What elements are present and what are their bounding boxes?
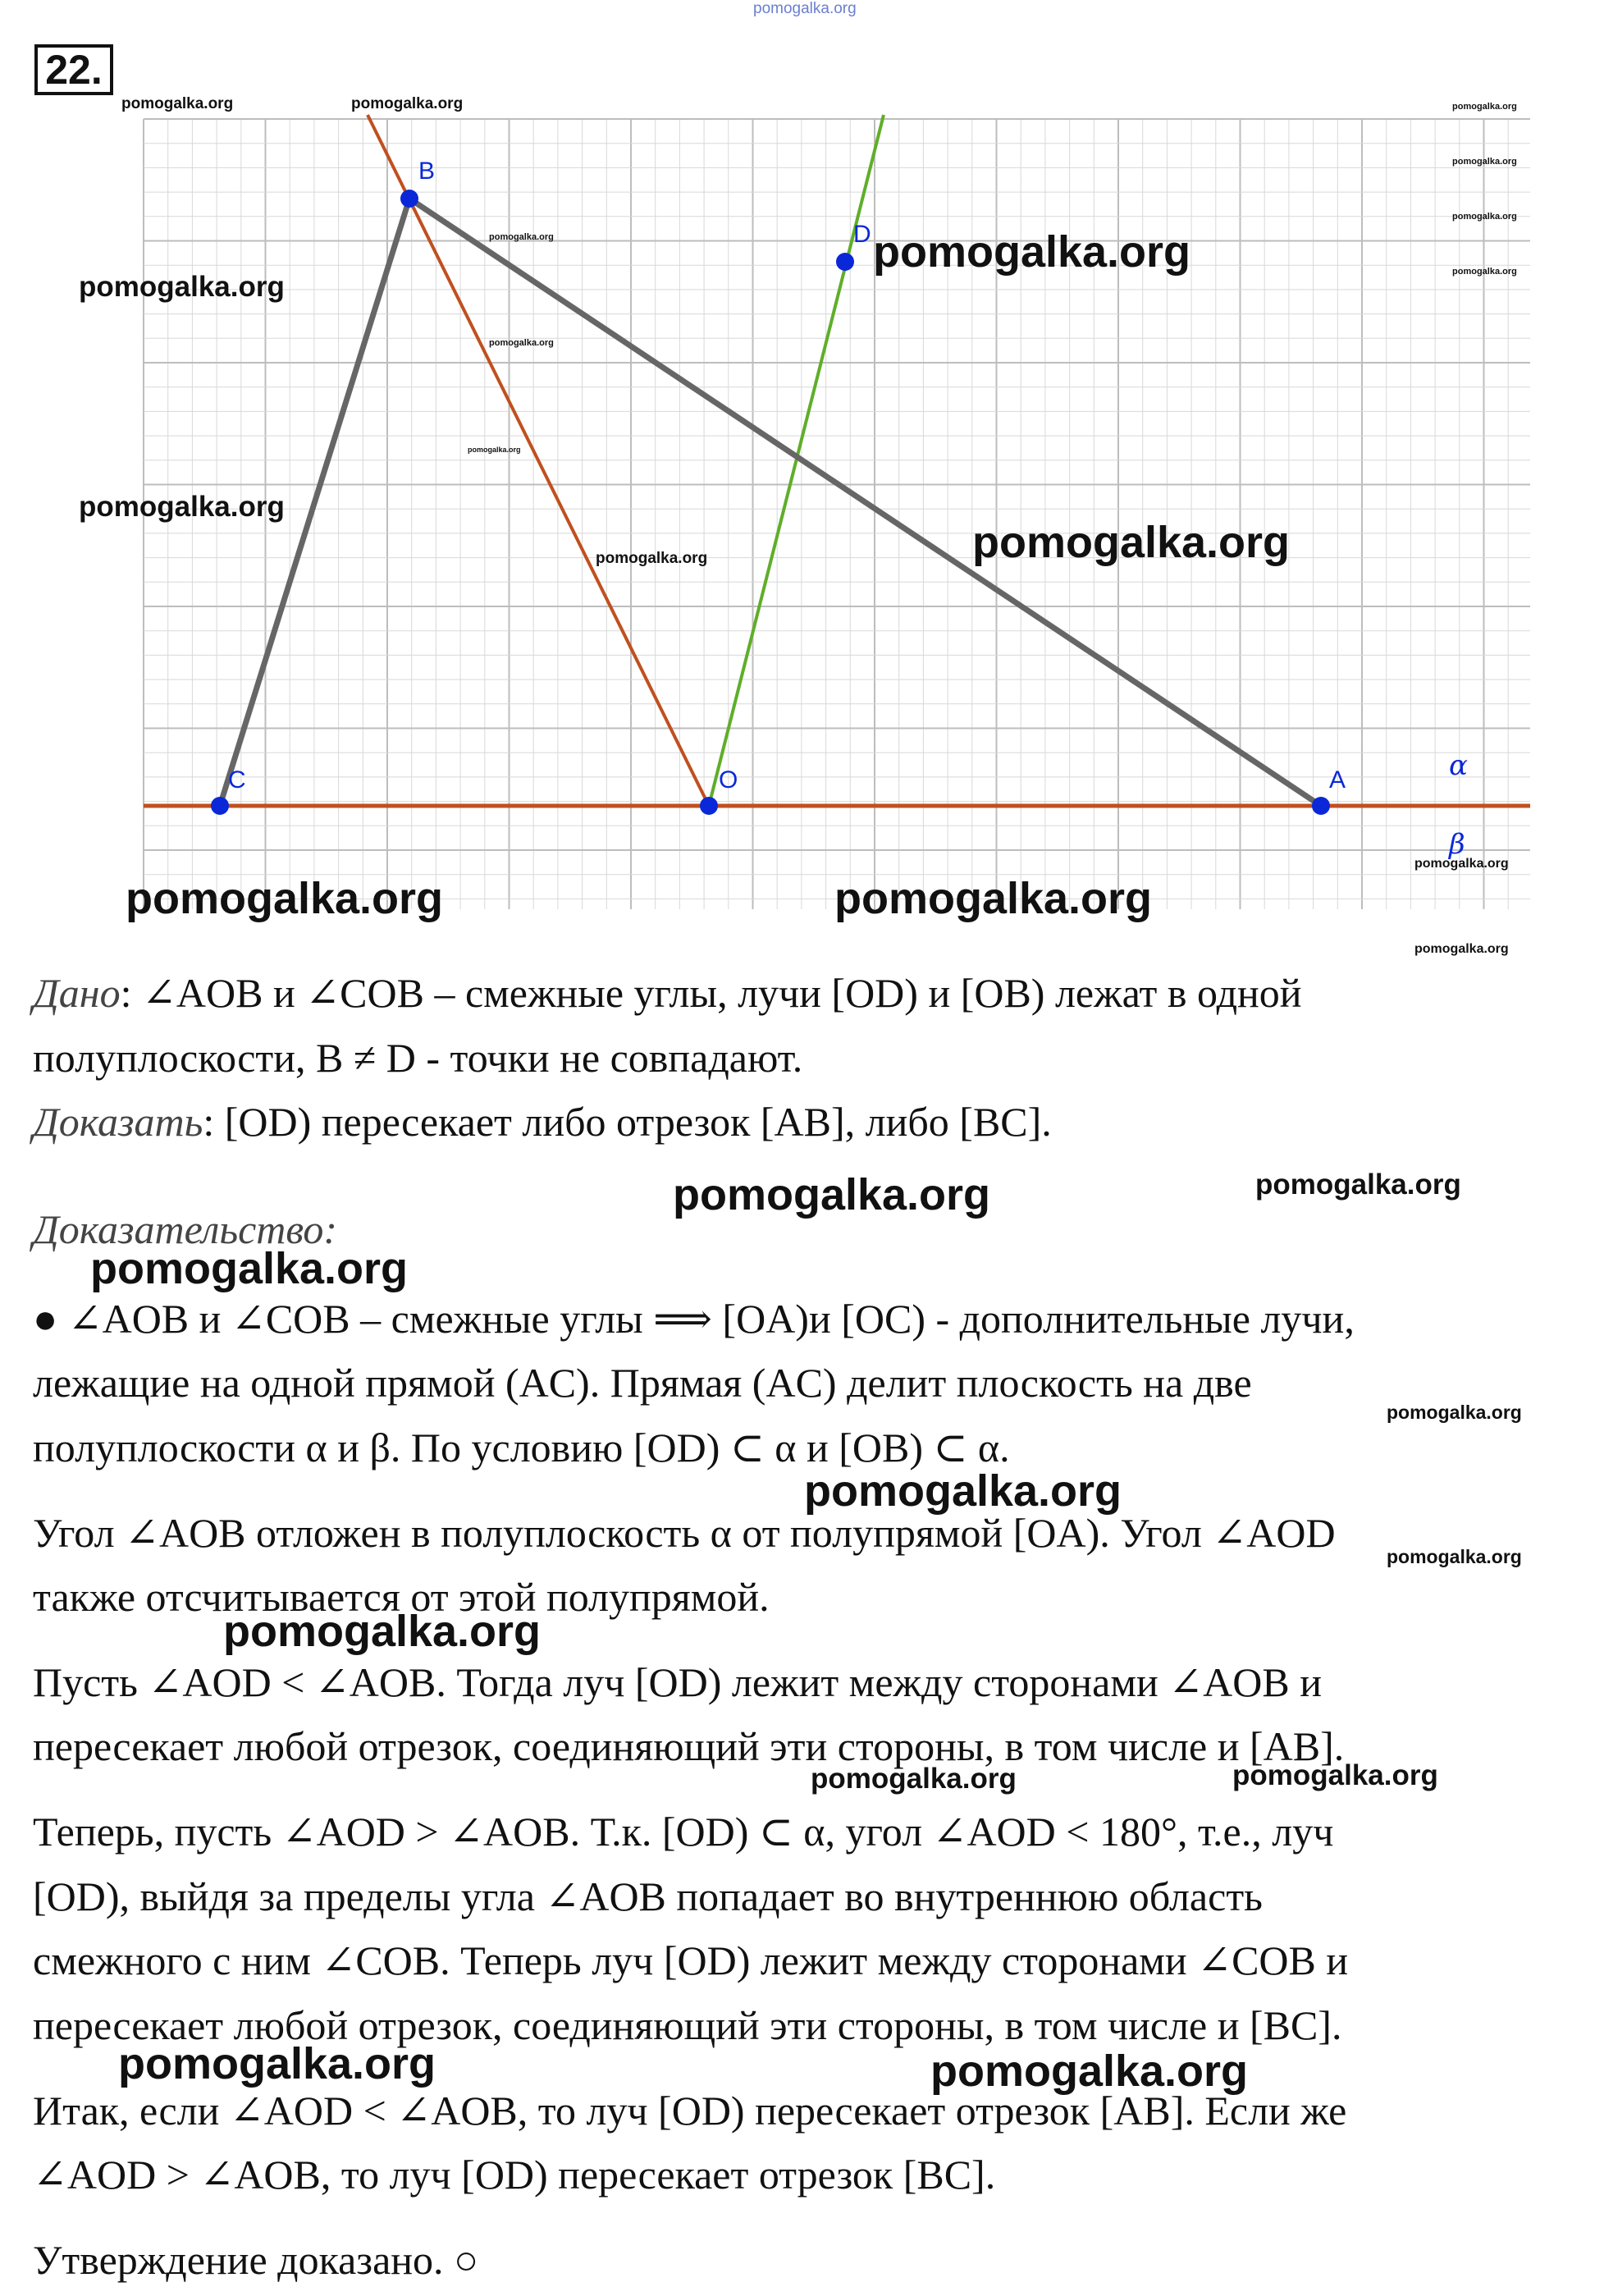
text-line: Угол ∠AOB отложен в полуплоскость α от полупрямой [OA). Угол ∠AOD xyxy=(33,1510,1336,1556)
label-beta: β xyxy=(1449,828,1465,861)
watermark: pomogalka.org xyxy=(804,1466,1122,1516)
point-d xyxy=(836,253,854,271)
watermark: pomogalka.org xyxy=(811,1763,1017,1795)
label-o: O xyxy=(719,766,738,794)
watermark: pomogalka.org xyxy=(351,95,464,112)
watermark: pomogalka.org xyxy=(1255,1169,1461,1201)
grid xyxy=(144,119,1530,909)
text-line: лежащие на одной прямой (AC). Прямая (AC) делит плоскость на две xyxy=(33,1360,1252,1406)
watermark: pomogalka.org xyxy=(79,491,285,523)
watermark: pomogalka.org xyxy=(90,1244,409,1293)
label-d: D xyxy=(853,221,871,248)
text-line: пересекает любой отрезок, соединяющий эти стороны, в том числе и [BC]. xyxy=(33,2002,1342,2048)
given-text: : ∠AOB и ∠COB – смежные углы, лучи [OD) и [OB) лежат в одной xyxy=(120,970,1302,1016)
text-line: смежного с ним ∠COB. Теперь луч [OD) лежит между сторонами ∠COB и xyxy=(33,1937,1349,1983)
problem-number: 22. xyxy=(34,44,113,95)
text-line-prove xyxy=(33,1097,1052,1146)
watermark: pomogalka.org xyxy=(1232,1759,1438,1791)
watermark: pomogalka.org xyxy=(834,874,1153,923)
point-a xyxy=(1312,797,1330,815)
given-label: Дано xyxy=(33,970,121,1016)
watermark: pomogalka.org xyxy=(972,518,1291,567)
text-line: также отсчитывается от этой полупрямой. xyxy=(33,1574,770,1620)
geometry-figure xyxy=(0,0,1604,968)
text-line: пересекает любой отрезок, соединяющий эти стороны, в том числе и [AB]. xyxy=(33,1723,1345,1769)
text-line-given xyxy=(33,968,1302,1018)
watermark: pomogalka.org xyxy=(468,446,521,454)
point-b xyxy=(400,190,418,208)
text-line: ● ∠AOB и ∠COB – смежные углы ⟹ [OA)и [OC) - дополнительные лучи, xyxy=(33,1296,1355,1342)
proof-heading: Доказательство: xyxy=(33,1206,338,1252)
watermark: pomogalka.org xyxy=(1414,942,1509,956)
header-watermark: pomogalka.org xyxy=(753,0,857,17)
watermark: pomogalka.org xyxy=(1452,102,1517,112)
watermark: pomogalka.org xyxy=(1452,212,1517,222)
watermark: pomogalka.org xyxy=(1452,267,1517,277)
watermark: pomogalka.org xyxy=(930,2047,1249,2096)
point-o xyxy=(700,797,718,815)
label-c: C xyxy=(228,766,246,794)
watermark: pomogalka.org xyxy=(79,271,285,303)
text-line: полуплоскости, B ≠ D - точки не совпадают. xyxy=(33,1035,803,1081)
watermark: pomogalka.org xyxy=(223,1607,542,1656)
point-c xyxy=(211,797,229,815)
watermark: pomogalka.org xyxy=(126,874,444,923)
watermark: pomogalka.org xyxy=(596,550,708,567)
watermark: pomogalka.org xyxy=(121,95,234,112)
text-line: ∠AOD > ∠AOB, то луч [OD) пересекает отрезок [BC]. xyxy=(33,2152,996,2198)
prove-text: : [OD) пересекает либо отрезок [AB], либо [BC]. xyxy=(203,1099,1052,1145)
text-line: Итак, если ∠AOD < ∠AOB, то луч [OD) пересекает отрезок [AB]. Если же xyxy=(33,2088,1347,2134)
text-line: Теперь, пусть ∠AOD > ∠AOB. Т.к. [OD) ⊂ α, угол ∠AOD < 180°, т.е., луч xyxy=(33,1809,1334,1855)
label-b: B xyxy=(418,158,436,185)
watermark: pomogalka.org xyxy=(1387,1402,1522,1423)
watermark: pomogalka.org xyxy=(1387,1546,1522,1567)
watermark: pomogalka.org xyxy=(489,338,554,348)
watermark: pomogalka.org xyxy=(118,2039,436,2088)
text-line: Пусть ∠AOD < ∠AOB. Тогда луч [OD) лежит между сторонами ∠AOB и xyxy=(33,1659,1322,1705)
watermark: pomogalka.org xyxy=(673,1170,991,1219)
conclusion-line: Утверждение доказано. ○ xyxy=(33,2237,479,2283)
watermark: pomogalka.org xyxy=(1452,157,1517,167)
text-line: [OD), выйдя за пределы угла ∠AOB попадает во внутреннюю область xyxy=(33,1873,1263,1919)
watermark: pomogalka.org xyxy=(1414,857,1509,871)
prove-label: Доказать xyxy=(33,1099,203,1145)
label-a: A xyxy=(1329,766,1346,794)
watermark: pomogalka.org xyxy=(489,232,554,242)
label-alpha: α xyxy=(1449,749,1468,782)
text-line: полуплоскости α и β. По условию [OD) ⊂ α и [OB) ⊂ α. xyxy=(33,1425,1010,1470)
watermark: pomogalka.org xyxy=(873,227,1191,277)
